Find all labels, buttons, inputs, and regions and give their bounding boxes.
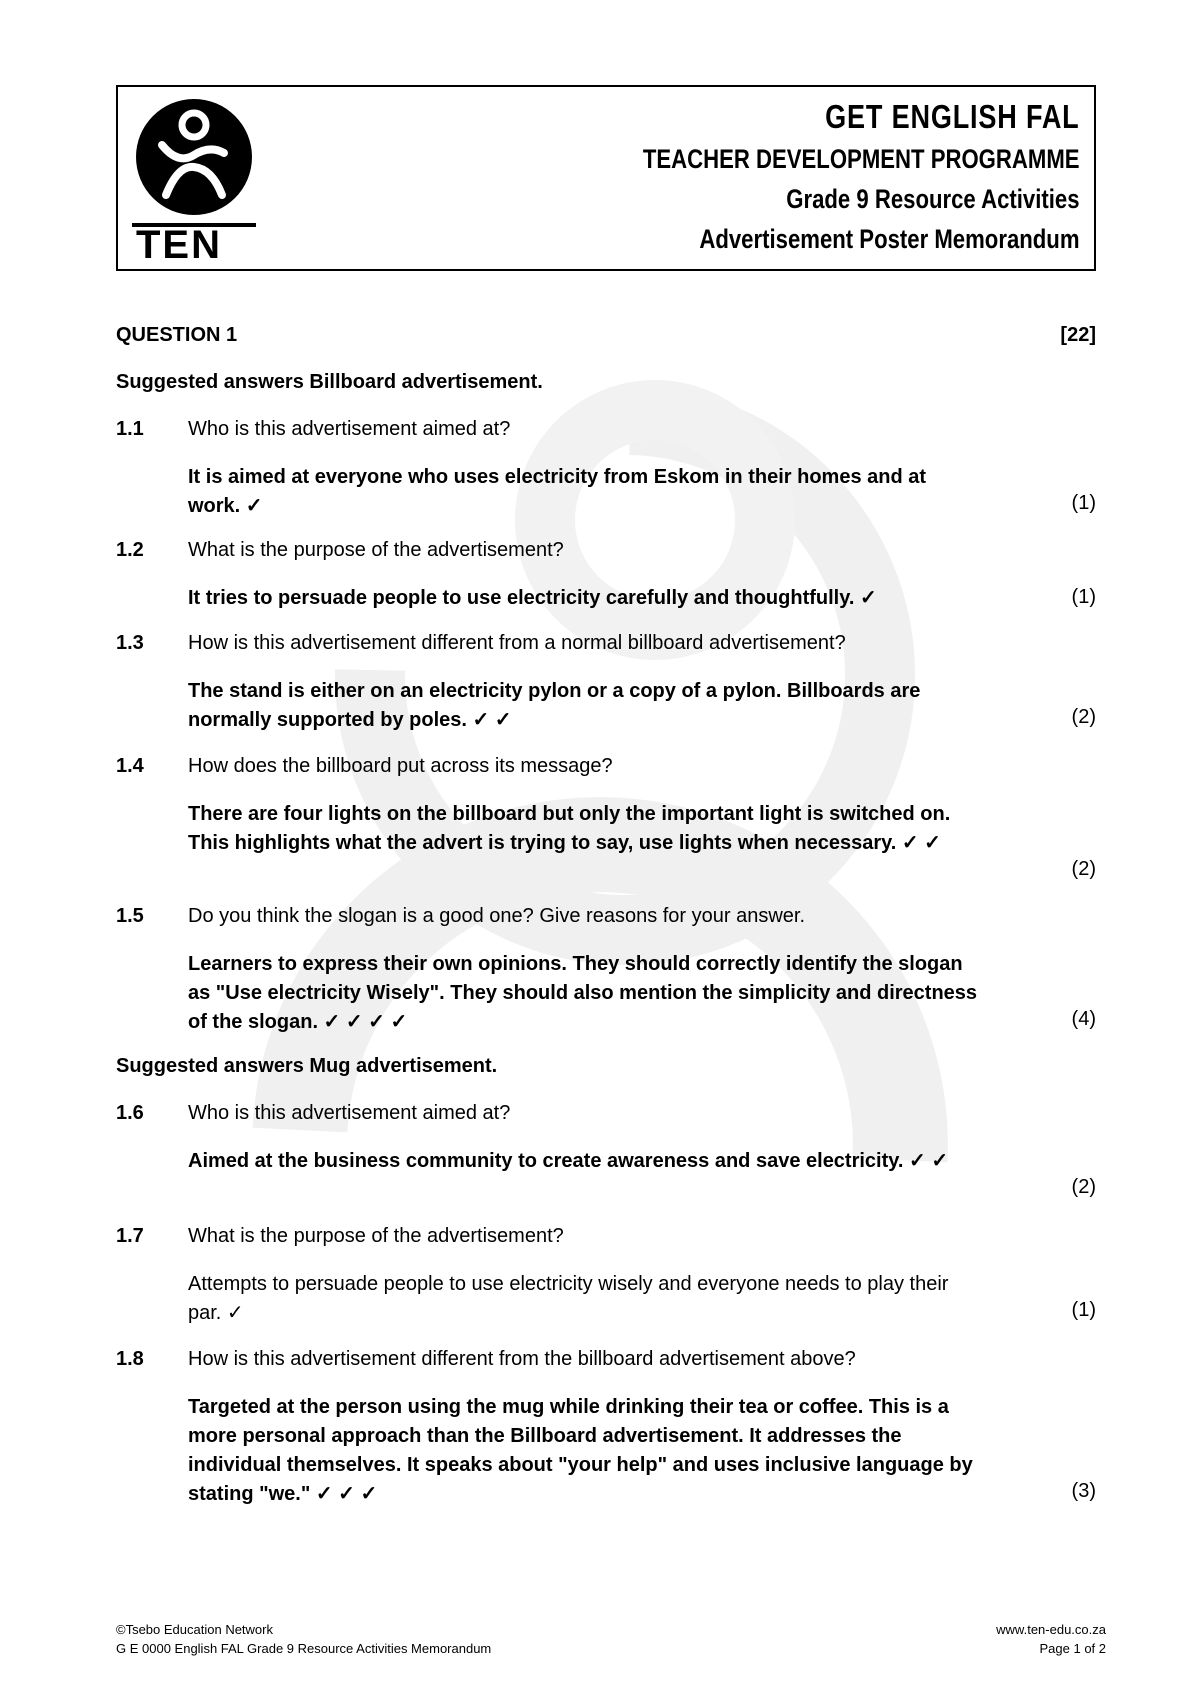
marks: (2): [1071, 706, 1096, 728]
marks: (2): [1071, 1176, 1096, 1198]
grade-title: Grade 9 Resource Activities: [786, 184, 1080, 214]
question-number: 1.7: [116, 1225, 144, 1247]
footer-copyright: ©Tsebo Education Network: [116, 1622, 273, 1637]
section-title-mug: Suggested answers Mug advertisement.: [116, 1055, 498, 1077]
question-text: How is this advertisement different from a normal billboard advertisement?: [188, 632, 846, 654]
answer-text: Attempts to persuade people to use electricity wisely and everyone needs to play their par. ✓: [188, 1273, 949, 1324]
marks: (4): [1071, 1008, 1096, 1030]
question-text: How is this advertisement different from the billboard advertisement above?: [188, 1348, 856, 1370]
answer-text: The stand is either on an electricity pylon or a copy of a pylon. Billboards are normally supported by poles. ✓ ✓: [188, 680, 921, 731]
document-title: Advertisement Poster Memorandum: [699, 224, 1080, 254]
question-text: Who is this advertisement aimed at?: [188, 1102, 511, 1124]
footer-page-number: Page 1 of 2: [1039, 1641, 1106, 1656]
question-header: [116, 324, 1096, 347]
question-total: [22]: [1060, 324, 1096, 346]
answer-text: Targeted at the person using the mug while drinking their tea or coffee. This is a more personal approach than the Billboard advertisement. It addresses the individual themselves. It speaks about "your help" and uses inclusive language by stating "we." ✓ ✓ ✓: [188, 1396, 973, 1505]
program-title: GET ENGLISH FAL: [825, 98, 1080, 135]
footer-doc-code: G E 0000 English FAL Grade 9 Resource Activities Memorandum: [116, 1641, 492, 1656]
footer-website: www.ten-edu.co.za: [996, 1622, 1106, 1637]
question-number: 1.2: [116, 539, 144, 561]
marks: (3): [1071, 1480, 1096, 1502]
section-title-billboard: Suggested answers Billboard advertisement.: [116, 371, 543, 393]
marks: (2): [1071, 858, 1096, 880]
question-number: 1.4: [116, 755, 144, 777]
answer-text: It is aimed at everyone who uses electricity from Eskom in their homes and at work. ✓: [188, 466, 927, 517]
answer-text: There are four lights on the billboard but only the important light is switched on. This highlights what the advert is trying to say, use lights when necessary. ✓ ✓: [188, 803, 951, 854]
question-title: QUESTION 1: [116, 324, 238, 346]
answer-text: It tries to persuade people to use electricity carefully and thoughtfully. ✓: [188, 587, 877, 609]
answer-text: Learners to express their own opinions. They should correctly identify the slogan as "Use electricity Wisely". They should also mention the simplicity and directness of the slogan. ✓ ✓ ✓ ✓: [188, 953, 978, 1033]
question-text: What is the purpose of the advertisement?: [188, 539, 564, 561]
marks: (1): [1071, 1299, 1096, 1321]
question-number: 1.5: [116, 905, 144, 927]
question-text: How does the billboard put across its message?: [188, 755, 613, 777]
answer-text: Aimed at the business community to create awareness and save electricity. ✓ ✓: [188, 1150, 949, 1172]
question-number: 1.3: [116, 632, 144, 654]
question-text: Who is this advertisement aimed at?: [188, 418, 511, 440]
question-number: 1.6: [116, 1102, 144, 1124]
logo-text: TEN: [136, 223, 222, 267]
question-text: Do you think the slogan is a good one? Give reasons for your answer.: [188, 905, 806, 927]
header-titles: [547, 95, 1080, 259]
question-number: 1.8: [116, 1348, 144, 1370]
question-text: What is the purpose of the advertisement?: [188, 1225, 564, 1247]
marks: (1): [1071, 586, 1096, 608]
header-box: [116, 85, 1096, 271]
marks: (1): [1071, 492, 1096, 514]
program-subtitle: TEACHER DEVELOPMENT PROGRAMME: [643, 144, 1080, 174]
question-number: 1.1: [116, 418, 144, 440]
